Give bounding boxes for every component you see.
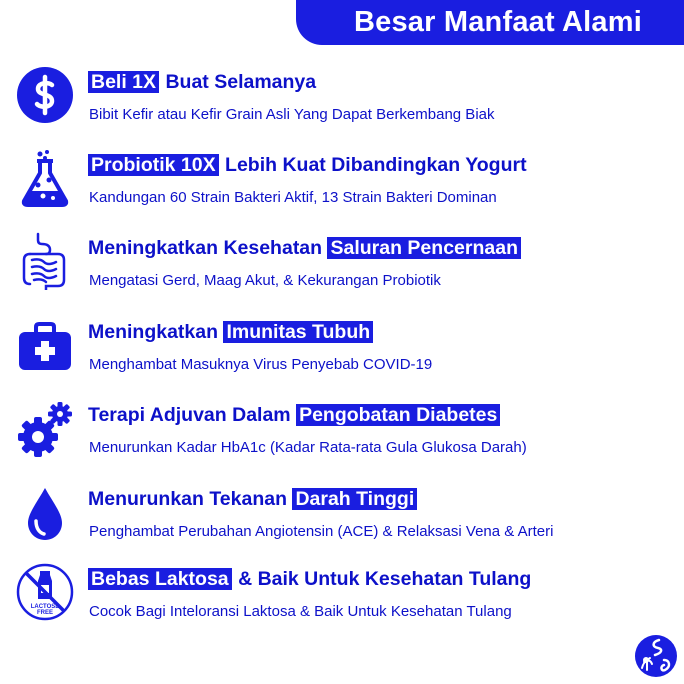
headline-text: Meningkatkan xyxy=(88,321,224,343)
svg-text:LACTOSE: LACTOSE xyxy=(30,604,60,610)
benefit-description: Kandungan 60 Strain Bakteri Aktif, 13 Strain Bakteri Dominan xyxy=(89,189,497,206)
benefit-headline xyxy=(88,565,531,593)
benefit-description: Penghambat Perubahan Angiotensin (ACE) & Relaksasi Vena & Arteri xyxy=(89,523,554,540)
svg-text:FREE: FREE xyxy=(36,610,54,616)
benefit-item-4 xyxy=(0,316,684,396)
gears-icon xyxy=(16,401,74,459)
headline-highlight: Beli 1X xyxy=(88,71,159,93)
benefit-description: Menghambat Masuknya Virus Penyebab COVID-19 xyxy=(89,356,433,373)
benefit-item-7 xyxy=(0,563,684,643)
headline-text: Menurunkan Tekanan xyxy=(88,488,293,510)
benefit-item-5 xyxy=(0,399,684,479)
benefit-item-2 xyxy=(0,149,684,229)
benefit-item-3 xyxy=(0,232,684,312)
flask-icon xyxy=(16,149,74,207)
benefit-description: Bibit Kefir atau Kefir Grain Asli Yang Dapat Berkembang Biak xyxy=(89,106,495,123)
benefit-headline xyxy=(88,485,418,513)
headline-text: Lebih Kuat Dibandingkan Yogurt xyxy=(219,154,527,176)
headline-highlight: Imunitas Tubuh xyxy=(223,321,373,343)
headline-highlight: Pengobatan Diabetes xyxy=(296,404,500,426)
headline-text: Terapi Adjuvan Dalam xyxy=(88,404,297,426)
benefit-headline xyxy=(88,151,527,179)
medical-kit-icon xyxy=(16,318,74,376)
headline-highlight: Saluran Pencernaan xyxy=(327,237,521,259)
intestine-icon xyxy=(16,232,74,290)
lactose-free-icon xyxy=(16,563,74,621)
header-banner xyxy=(296,0,684,45)
headline-highlight: Darah Tinggi xyxy=(292,488,417,510)
blood-drop-icon xyxy=(16,485,74,543)
benefit-headline xyxy=(88,68,316,96)
benefit-description: Mengatasi Gerd, Maag Akut, & Kekurangan Probiotik xyxy=(89,272,441,289)
page-title: Besar Manfaat Alami xyxy=(354,6,642,38)
benefit-item-1 xyxy=(0,66,684,146)
headline-text: Buat Selamanya xyxy=(160,71,317,93)
benefit-description: Cocok Bagi Inteloransi Laktosa & Baik Untuk Kesehatan Tulang xyxy=(89,603,512,620)
benefit-description: Menurunkan Kadar HbA1c (Kadar Rata-rata Gula Glukosa Darah) xyxy=(89,439,527,456)
brand-logo-icon xyxy=(634,634,678,678)
headline-highlight: Bebas Laktosa xyxy=(88,568,232,590)
headline-highlight: Probiotik 10X xyxy=(88,154,219,176)
benefit-headline xyxy=(88,318,374,346)
benefit-headline xyxy=(88,401,501,429)
dollar-icon xyxy=(16,66,74,124)
benefit-headline xyxy=(88,234,522,262)
benefit-item-6 xyxy=(0,483,684,563)
headline-text: & Baik Untuk Kesehatan Tulang xyxy=(232,568,532,590)
headline-text: Meningkatkan Kesehatan xyxy=(88,237,328,259)
